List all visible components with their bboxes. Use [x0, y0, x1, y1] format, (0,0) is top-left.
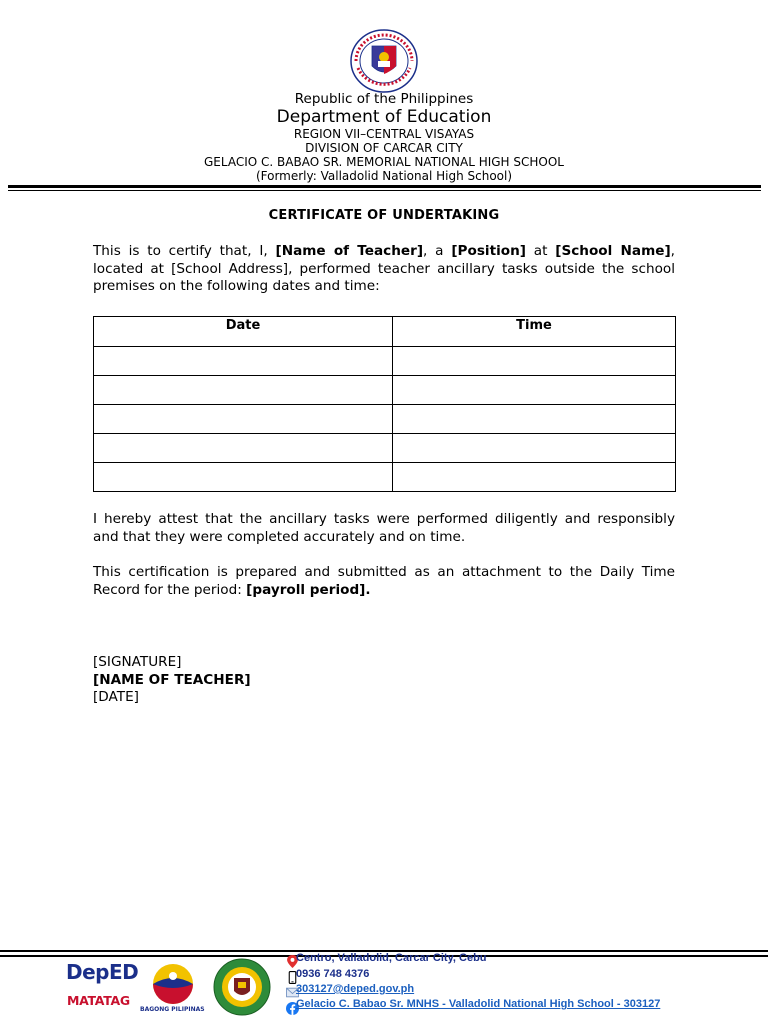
date-time-table [93, 316, 676, 492]
time-cell[interactable] [393, 405, 676, 434]
date-cell[interactable] [94, 347, 393, 376]
school-name-placeholder: [School Name] [555, 243, 671, 259]
position-placeholder: [Position] [451, 243, 526, 259]
division-line: DIVISION OF CARCAR CITY [305, 141, 463, 155]
time-cell[interactable] [393, 434, 676, 463]
matatag-logo: MATATAG [67, 993, 130, 1008]
table-row [94, 347, 676, 376]
time-cell[interactable] [393, 376, 676, 405]
school-facebook-link[interactable]: Gelacio C. Babao Sr. MNHS - Valladolid National High School - 303127 [296, 998, 661, 1010]
time-cell[interactable] [393, 463, 676, 492]
signature-placeholder: [SIGNATURE] [93, 654, 182, 670]
time-cell[interactable] [393, 347, 676, 376]
time-column-header: Time [393, 317, 676, 347]
table-row [94, 376, 676, 405]
table-row [94, 434, 676, 463]
formerly-line: (Formerly: Valladolid National High School) [255, 169, 513, 183]
certification-paragraph: This certification is prepared and submitted as an attachment to the Daily Time Record for the period: [payroll period]. [93, 564, 675, 598]
republic-line: Republic of the Philippines [294, 91, 474, 107]
bagong-pilipinas-logo [146, 962, 200, 1006]
school-address: Centro, Valladolid, Carcar City, Cebu [296, 952, 487, 964]
deped-seal-logo [348, 28, 420, 94]
date-cell[interactable] [94, 434, 393, 463]
school-phone: 0936 748 4376 [296, 968, 370, 980]
date-cell[interactable] [94, 463, 393, 492]
attest-paragraph: I hereby attest that the ancillary tasks were performed diligently and responsibly and that they were completed accurately and on time. [93, 511, 675, 545]
teacher-name-placeholder: [NAME OF TEACHER] [93, 672, 251, 688]
department-line: Department of Education [276, 107, 492, 127]
name-placeholder: [Name of Teacher] [275, 243, 424, 259]
region-line: REGION VII–CENTRAL VISAYAS [293, 127, 475, 141]
certificate-title: CERTIFICATE OF UNDERTAKING [268, 208, 500, 223]
date-column-header: Date [94, 317, 393, 347]
bagong-pilipinas-label: BAGONG PILIPINAS [140, 1006, 205, 1013]
date-cell[interactable] [94, 376, 393, 405]
date-placeholder: [DATE] [93, 689, 139, 705]
header-rule-top [8, 185, 761, 188]
payroll-period-placeholder: [payroll period]. [246, 581, 371, 598]
header-rule-bottom [8, 190, 761, 191]
school-email-link[interactable]: 303127@deped.gov.ph [296, 983, 415, 995]
certify-paragraph: This is to certify that, I, [Name of Teacher], a [Position] at [School Name], located at [School Address], performed teacher ancillary tasks outside the school premises on the following dates and time: [93, 243, 675, 295]
school-line: GELACIO C. BABAO SR. MEMORIAL NATIONAL HIGH SCHOOL [204, 155, 564, 169]
school-seal-logo [212, 958, 272, 1016]
table-row [94, 463, 676, 492]
deped-logo: DepED [66, 960, 139, 984]
date-cell[interactable] [94, 405, 393, 434]
table-row [94, 405, 676, 434]
